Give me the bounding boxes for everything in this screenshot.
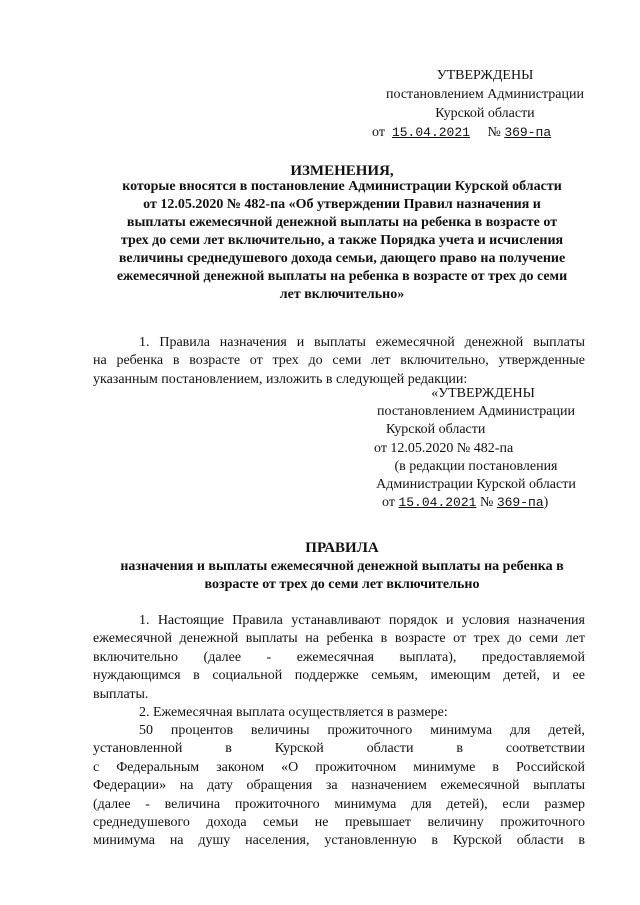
item-1-line: 1. Правила назначения и выплаты ежемесячной денежной выплаты <box>139 335 585 350</box>
nested-number: 369-па <box>496 495 544 511</box>
item-1-line: на ребенка в возрасте от трех до семи лет включительно, утвержденные <box>93 353 585 369</box>
rules-subtitle-line: возрасте от трех до семи лет включительно <box>204 577 480 592</box>
paragraph-1-line: 1. Настоящие Правила устанавливают порядок и условия назначения <box>139 613 585 628</box>
approval-line1: постановлением Администрации <box>386 87 584 102</box>
nested-approval-line3: от 12.05.2020 № 482-па <box>374 440 514 456</box>
nested-number-prefix: № <box>479 495 494 511</box>
approval-number-prefix: № <box>487 125 501 140</box>
nested-close: ) <box>543 495 549 511</box>
approval-line2: Курской области <box>435 106 535 121</box>
nested-approval-title: «УТВЕРЖДЕНЫ <box>431 386 535 401</box>
paragraph-1-line: ежемесячной денежной выплаты на ребенка в возрасте от трех до семи лет <box>93 631 585 647</box>
changes-subtitle-line: лет включительно» <box>279 287 405 302</box>
paragraph-1-line: включительно (далее - ежемесячная выплата), предоставляемой <box>93 649 585 665</box>
item-1-paragraph <box>93 334 585 389</box>
paragraph-3-line: Федерации» на дату обращения за назначением ежемесячной выплаты <box>93 778 585 794</box>
paragraph-3-line: установленной в Курской области в соответствии <box>93 741 585 757</box>
changes-subtitle-line: которые вносятся в постановление Администрации Курской области <box>122 179 562 194</box>
paragraph-1-line: нуждающимся в социальной поддержке семьям, имеющим детей, и ее <box>93 668 585 684</box>
approval-date-prefix: от <box>372 125 385 140</box>
approval-stamp <box>370 66 600 142</box>
approval-date-line <box>370 123 600 142</box>
nested-date: 15.04.2021 <box>398 495 477 511</box>
paragraph-3-line: 50 процентов величины прожиточного минимума для детей, <box>139 723 585 738</box>
changes-subtitle-line: трех до семи лет включительно, а также Порядка учета и исчисления <box>120 233 564 248</box>
nested-approval-line5: Администрации Курской области <box>376 477 576 493</box>
paragraph-3-line: среднедушевого дохода семьи не превышает величину прожиточного <box>93 815 585 831</box>
changes-subtitle-line: величины среднедушевого дохода семьи, дающего право на получение <box>118 251 566 266</box>
changes-subtitle-line: выплаты ежемесячной денежной выплаты на ребенка в возрасте от <box>126 215 558 230</box>
rules-heading: ПРАВИЛА <box>305 540 379 556</box>
paragraph-1-line: выплаты. <box>93 686 149 702</box>
nested-approval-date-line <box>356 494 596 512</box>
paragraph-2-line: 2. Ежемесячная выплата осуществляется в размере: <box>139 705 448 720</box>
nested-approval-line4: (в редакции постановления <box>394 458 558 474</box>
paragraph-3-line: с Федеральным законом «О прожиточном минимуме в Российской <box>93 759 585 775</box>
nested-date-prefix: от <box>382 495 395 511</box>
nested-approval-line2: Курской области <box>386 422 486 438</box>
paragraph-3-line: минимума на душу населения, установленную в Курской области в <box>93 833 585 849</box>
changes-subtitle-line: ежемесячной денежной выплаты на ребенка в возрасте от трех до семи <box>116 269 568 284</box>
item-1-line: указанным постановлением, изложить в следующей редакции: <box>93 371 468 387</box>
nested-approval-line1: постановлением Администрации <box>377 404 575 420</box>
changes-subtitle <box>92 178 592 304</box>
approval-title: УТВЕРЖДЕНЫ <box>436 68 534 83</box>
changes-subtitle-line: от 12.05.2020 № 482-па «Об утверждении Правил назначения и <box>143 197 541 212</box>
rules-subtitle-line: назначения и выплаты ежемесячной денежной выплаты на ребенка в <box>120 559 564 574</box>
changes-heading: ИЗМЕНЕНИЯ, <box>290 163 394 179</box>
rules-subtitle <box>92 558 592 594</box>
paragraph-3 <box>93 722 585 851</box>
nested-approval <box>356 385 596 512</box>
approval-number: 369-па <box>504 125 552 140</box>
paragraph-1 <box>93 612 585 704</box>
paragraph-2 <box>93 704 585 722</box>
approval-date: 15.04.2021 <box>391 125 470 140</box>
paragraph-3-line: (далее - величина прожиточного минимума для детей), если размер <box>93 796 585 812</box>
